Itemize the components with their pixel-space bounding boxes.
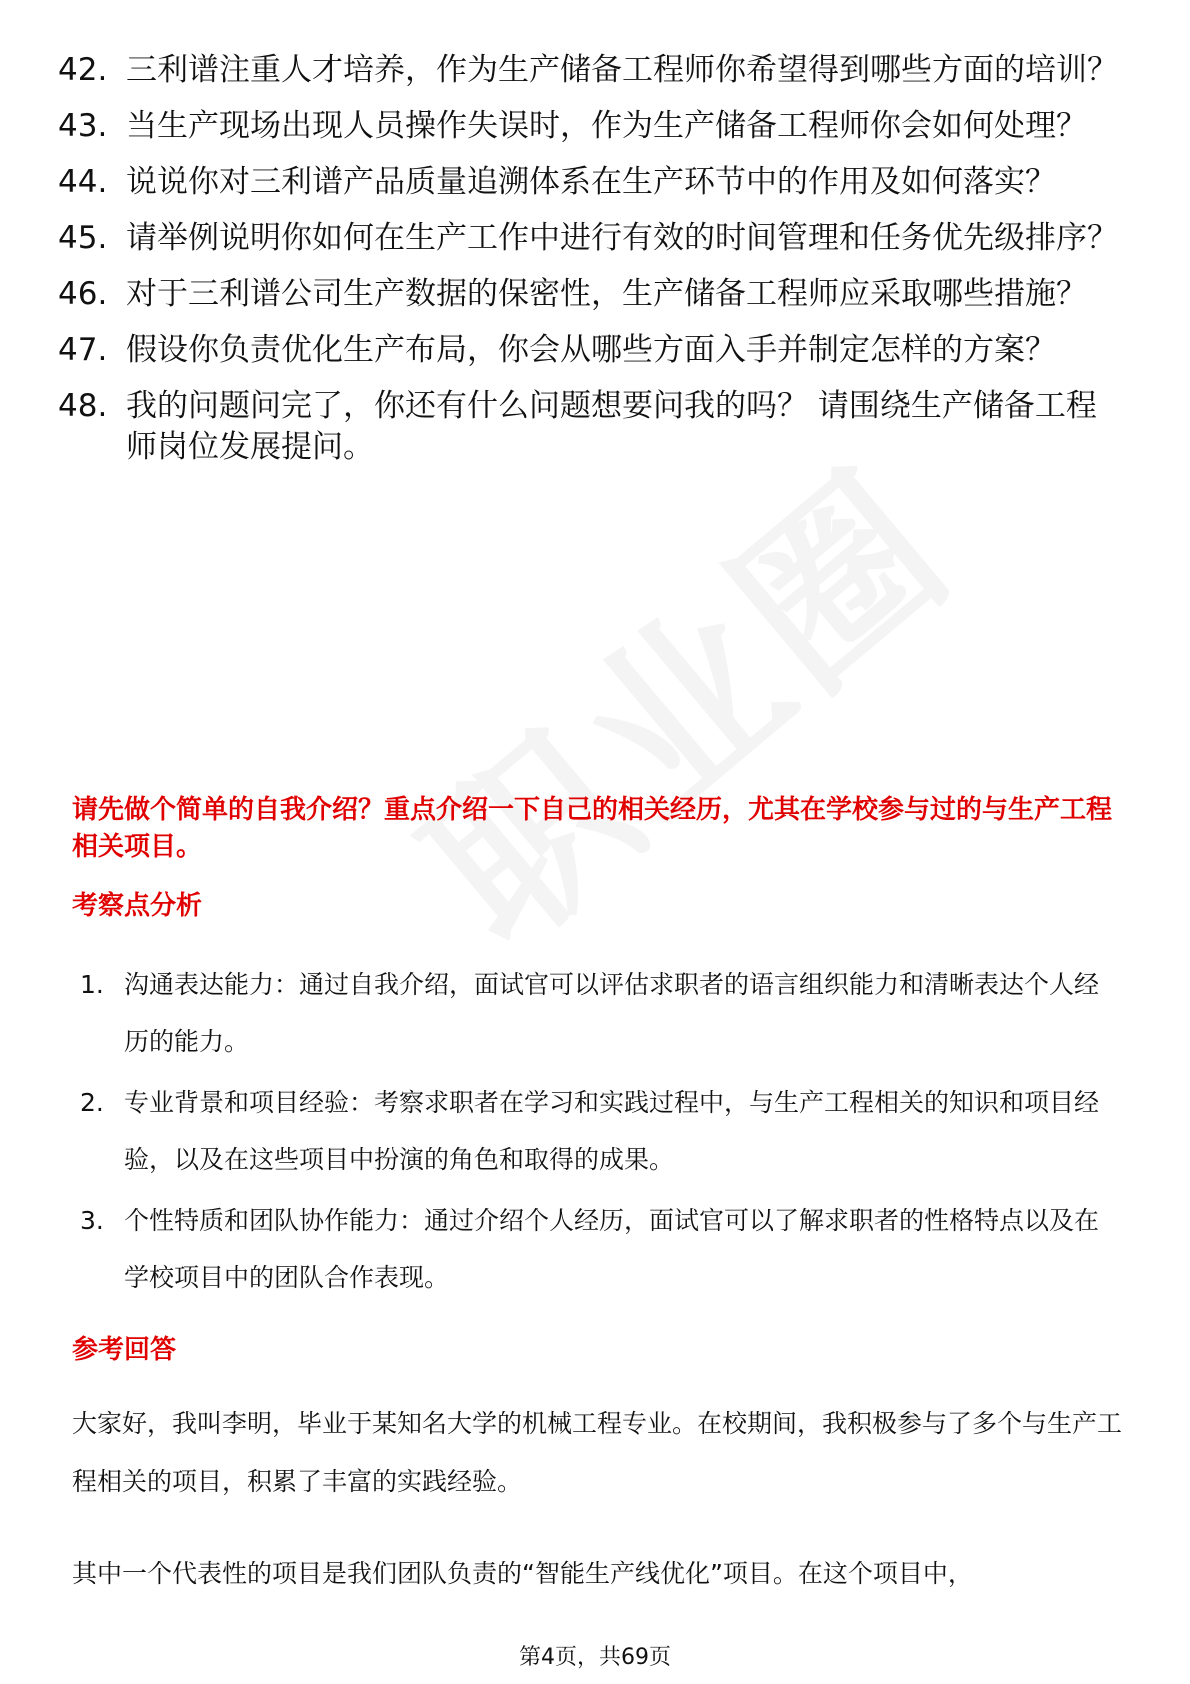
question-item [58,50,1118,91]
analysis-item [80,1074,1120,1188]
analysis-text: 专业背景和项目经验：考察求职者在学习和实践过程中，与生产工程相关的知识和项目经验，以及在这些项目中扮演的角色和取得的成果。 [124,1088,1100,1174]
analysis-item [80,956,1120,1070]
question-item [58,386,1118,468]
analysis-number: 3. [80,1206,104,1235]
analysis-list [80,956,1120,1310]
question-item [58,274,1118,315]
question-item [58,218,1118,259]
analysis-heading: 考察点分析 [72,891,203,921]
question-number: 47. [58,332,108,368]
question-number: 44. [58,164,108,200]
analysis-number: 2. [80,1088,104,1117]
question-text: 对于三利谱公司生产数据的保密性，生产储备工程师应采取哪些措施？ [126,276,1087,312]
question-number: 43. [58,108,108,144]
reference-paragraph: 其中一个代表性的项目是我们团队负责的“智能生产线优化”项目。在这个项目中， [72,1559,973,1588]
question-number: 45. [58,220,108,256]
question-number: 48. [58,388,108,424]
question-number: 42. [58,52,108,88]
question-list [58,50,1118,483]
question-item [58,330,1118,371]
featured-question: 请先做个简单的自我介绍？重点介绍一下自己的相关经历，尤其在学校参与过的与生产工程相关项目。 [72,795,1113,862]
question-item [58,162,1118,203]
question-text: 当生产现场出现人员操作失误时，作为生产储备工程师你会如何处理？ [126,108,1087,144]
analysis-number: 1. [80,970,104,999]
analysis-item [80,1192,1120,1306]
question-number: 46. [58,276,108,312]
question-item [58,106,1118,147]
reference-paragraph: 大家好，我叫李明，毕业于某知名大学的机械工程专业。在校期间，我积极参与了多个与生产工程相关的项目，积累了丰富的实践经验。 [72,1409,1123,1496]
question-text: 我的问题问完了，你还有什么问题想要问我的吗？ 请围绕生产储备工程师岗位发展提问。 [126,388,1097,465]
question-text: 假设你负责优化生产布局，你会从哪些方面入手并制定怎样的方案？ [126,332,1056,368]
analysis-text: 沟通表达能力：通过自我介绍，面试官可以评估求职者的语言组织能力和清晰表达个人经历的能力。 [124,970,1100,1056]
page-footer: 第4页，共69页 [519,1645,671,1670]
question-text: 请举例说明你如何在生产工作中进行有效的时间管理和任务优先级排序？ [126,220,1118,256]
question-text: 三利谱注重人才培养，作为生产储备工程师你希望得到哪些方面的培训？ [126,52,1118,88]
analysis-text: 个性特质和团队协作能力：通过介绍个人经历，面试官可以了解求职者的性格特点以及在学校项目中的团队合作表现。 [124,1206,1100,1292]
question-text: 说说你对三利谱产品质量追溯体系在生产环节中的作用及如何落实？ [126,164,1056,200]
reference-heading: 参考回答 [72,1335,177,1365]
